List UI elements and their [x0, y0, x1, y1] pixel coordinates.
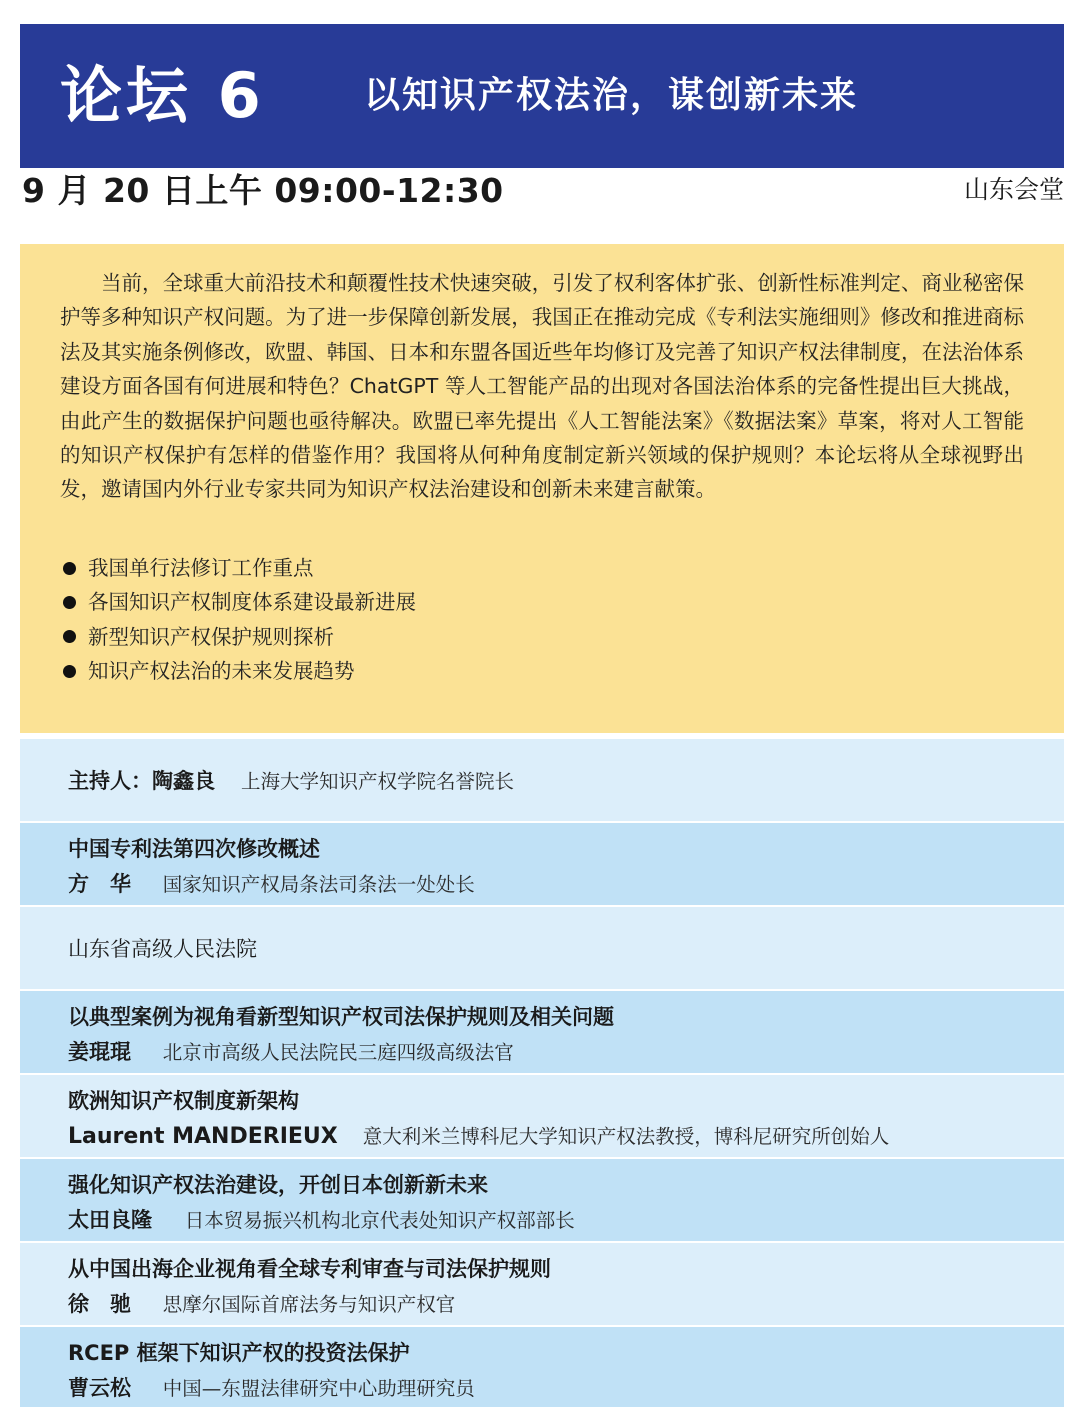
list-item-text: 知识产权法治的未来发展趋势 — [88, 659, 355, 684]
speaker-role: 北京市高级人民法院民三庭四级高级法官 — [162, 1041, 514, 1064]
speaker-name: 方 华 — [68, 872, 131, 896]
session-venue: 山东会堂 — [963, 175, 1064, 204]
agenda-item — [20, 1327, 1064, 1407]
speaker-name: Laurent MANDERIEUX — [68, 1124, 338, 1149]
list-item — [60, 551, 1024, 585]
schedule-row — [20, 168, 1064, 214]
session-datetime: 9 月 20 日上午 09:00-12:30 — [22, 171, 504, 210]
speaker-role: 意大利米兰博科尼大学知识产权法教授，博科尼研究所创始人 — [362, 1125, 890, 1148]
talk-topic: 强化知识产权法治建设，开创日本创新新未来 — [68, 1173, 488, 1197]
speaker-name: 太田良隆 — [68, 1208, 152, 1232]
list-item — [60, 654, 1024, 688]
talk-topic: 从中国出海企业视角看全球专利审查与司法保护规则 — [68, 1257, 551, 1281]
bullet-dot-icon — [63, 665, 76, 678]
organizer-row — [20, 907, 1064, 989]
speaker-role: 日本贸易振兴机构北京代表处知识产权部部长 — [184, 1209, 575, 1232]
forum-number: 论坛 6 — [60, 59, 265, 132]
host-row — [20, 739, 1064, 821]
speaker-name: 徐 驰 — [68, 1292, 131, 1316]
list-item — [60, 585, 1024, 619]
bullet-dot-icon — [63, 630, 76, 643]
speaker-role: 国家知识产权局条法司条法一处处长 — [162, 873, 475, 896]
intro-paragraph: 当前，全球重大前沿技术和颠覆性技术快速突破，引发了权利客体扩张、创新性标准判定、商业秘密保护等多种知识产权问题。为了进一步保障创新发展，我国正在推动完成《专利法实施细则》修改和推进商标法及其实施条例修改，欧盟、韩国、日本和东盟各国近些年均修订及完善了知识产权法律制度，在法治体系建设方面各国有何进展和特色？ChatGPT 等人工智能产品的出现对各国法治体系的完备性提出巨大挑战，由此产生的数据保护问题也亟待解决。欧盟已率先提出《人工智能法案》《数据法案》草案，将对人工智能的知识产权保护有怎样的借鉴作用？我国将从何种角度制定新兴领域的保护规则？本论坛将从全球视野出发，邀请国内外行业专家共同为知识产权法治建设和创新未来建言献策。 — [60, 271, 1024, 502]
agenda-item — [20, 991, 1064, 1073]
list-item-text: 新型知识产权保护规则探析 — [88, 624, 334, 649]
list-item-text: 我国单行法修订工作重点 — [88, 555, 314, 580]
host-name: 主持人：陶鑫良 — [68, 769, 215, 793]
talk-topic: 欧洲知识产权制度新架构 — [68, 1089, 299, 1113]
topic-list — [60, 551, 1024, 689]
talk-topic: RCEP 框架下知识产权的投资法保护 — [68, 1341, 410, 1365]
talk-topic: 以典型案例为视角看新型知识产权司法保护规则及相关问题 — [68, 1005, 614, 1029]
agenda-item — [20, 823, 1064, 905]
speaker-role: 中国—东盟法律研究中心助理研究员 — [162, 1377, 475, 1400]
speaker-name: 姜琨琨 — [68, 1040, 131, 1064]
bullet-dot-icon — [63, 562, 76, 575]
forum-banner — [20, 24, 1064, 168]
agenda-item — [20, 1159, 1064, 1241]
intro-panel — [20, 244, 1064, 733]
list-item — [60, 620, 1024, 654]
agenda-item — [20, 1243, 1064, 1325]
talk-topic: 中国专利法第四次修改概述 — [68, 837, 320, 861]
speaker-name: 曹云松 — [68, 1376, 131, 1400]
speaker-role: 思摩尔国际首席法务与知识产权官 — [162, 1293, 456, 1316]
organizer-name: 山东省高级人民法院 — [68, 937, 257, 961]
host-role: 上海大学知识产权学院名誉院长 — [241, 770, 515, 793]
agenda-item — [20, 1075, 1064, 1157]
list-item-text: 各国知识产权制度体系建设最新进展 — [88, 590, 416, 615]
forum-title: 以知识产权法治，谋创新未来 — [364, 75, 859, 116]
bullet-dot-icon — [63, 596, 76, 609]
